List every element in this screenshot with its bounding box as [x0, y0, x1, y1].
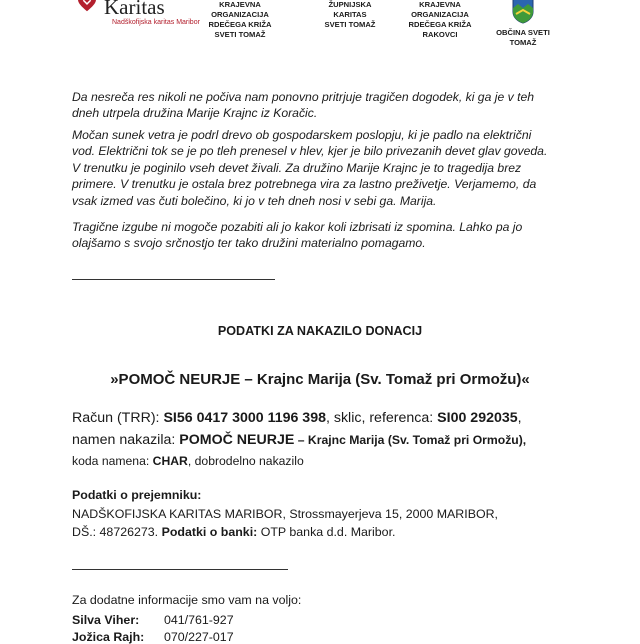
org-line: RDEČEGA KRIŽA — [208, 20, 272, 29]
org-line: RAKOVCI — [422, 30, 458, 39]
org-line: ŽUPNIJSKA — [328, 0, 372, 9]
karitas-name: Karitas — [104, 0, 165, 19]
contacts-intro: Za dodatne informacije smo vam na voljo: — [72, 593, 302, 607]
paragraph-line: V trenutku je poginilo vseh devet živali. Za družino Marije Krajnc je to tragedija brez — [72, 160, 522, 175]
divider-line — [72, 569, 288, 570]
org-line: OBČINA SVETI — [496, 28, 550, 37]
obcina-crest-icon — [512, 0, 534, 24]
code-rest: , dobrodelno nakazilo — [187, 454, 304, 468]
purpose-line — [72, 432, 526, 448]
account-line — [72, 410, 522, 426]
bank-label: Podatki o banki: — [161, 525, 261, 539]
paragraph-line: vod. Električni tok se je po tleh prenesel v hlev, kjer je bilo privezanih devet glav goveda. — [72, 144, 548, 159]
purpose-rest: – Krajnc Marija (Sv. Tomaž pri Ormožu), — [294, 433, 527, 447]
bank-name: OTP banka d.d. Maribor. — [260, 525, 396, 539]
tax-number: DŠ.: 48726273. — [72, 525, 162, 539]
code: CHAR — [152, 454, 188, 468]
purpose-main: POMOČ NEURJE — [179, 432, 295, 448]
org-line: KARITAS — [333, 10, 367, 19]
reference: SI00 292035 — [437, 410, 518, 426]
paragraph-line: dneh utrpela družina Marije Krajnc iz Koračic. — [72, 106, 318, 121]
letter-paragraph-2 — [72, 127, 572, 209]
contact-name: Silva Viher: — [72, 613, 140, 627]
paragraph-line: Da nesreča res nikoli ne počiva nam ponovno pritrjuje tragičen dogodek, ki ga je v teh — [72, 90, 535, 104]
paragraph-line: vsak izmed vas čuti bolečino, ki jo v teh dneh nosi v sebi ga. Marija. — [72, 193, 437, 208]
recipient-label: Podatki o prejemniku: — [72, 488, 202, 502]
code-label: koda namena: — [72, 454, 153, 468]
recipient-bank-line — [72, 525, 395, 539]
recipient-address: NADŠKOFIJSKA KARITAS MARIBOR, Strossmayerjeva 15, 2000 MARIBOR, — [72, 507, 498, 521]
contact-name: Jožica Rajh: — [72, 630, 145, 644]
reference-end: , — [517, 410, 522, 426]
org-rdeci-kriz-sveti-tomaz — [190, 0, 290, 40]
purpose-label: namen nakazila: — [72, 432, 180, 448]
letter-paragraph-1 — [72, 89, 572, 122]
divider-line — [72, 279, 275, 280]
letterhead — [0, 0, 640, 70]
org-line: SVETI TOMAŽ — [214, 30, 266, 39]
contact-phone: 041/761-927 — [164, 613, 234, 627]
code-line — [72, 454, 304, 468]
campaign-title: »POMOČ NEURJE – Krajnc Marija (Sv. Tomaž pri Ormožu)« — [110, 371, 530, 388]
org-line: ORGANIZACIJA — [411, 10, 469, 19]
org-zupnijska-karitas — [305, 0, 395, 30]
org-line: KRAJEVNA — [219, 0, 261, 9]
org-line: KRAJEVNA — [419, 0, 461, 9]
contact-phone: 070/227-017 — [164, 630, 234, 644]
karitas-subtitle: Nadškofijska karitas Maribor — [112, 19, 200, 26]
account-label: Račun (TRR): — [72, 410, 164, 426]
reference-label: , sklic, referenca: — [325, 410, 438, 426]
iban: SI56 0417 3000 1196 398 — [163, 410, 326, 426]
org-line: ORGANIZACIJA — [211, 10, 269, 19]
org-line: SVETI TOMAŽ — [324, 20, 376, 29]
karitas-heart-icon — [76, 0, 98, 14]
paragraph-line: olajšamo s svojo srčnostjo ter tako družini materialno pomagamo. — [72, 236, 426, 251]
org-obcina-sveti-tomaz — [478, 28, 568, 48]
paragraph-line: Tragične izgube ni mogoče pozabiti ali jo kakor koli izbrisati iz spomina. Lahko pa jo — [72, 220, 523, 234]
paragraph-line: primere. V trenutku je ostala brez potrebnega vira za lastno preživetje. Verjamemo, da — [72, 177, 537, 192]
letter-paragraph-3 — [72, 219, 572, 252]
org-line: RDEČEGA KRIŽA — [408, 20, 472, 29]
donation-heading: PODATKI ZA NAKAZILO DONACIJ — [217, 324, 423, 338]
org-line: TOMAŽ — [509, 38, 537, 47]
org-rdeci-kriz-rakovci — [390, 0, 490, 40]
paragraph-line: Močan sunek vetra je podrl drevo ob gospodarskem poslopju, ki je padlo na električni — [72, 128, 532, 142]
